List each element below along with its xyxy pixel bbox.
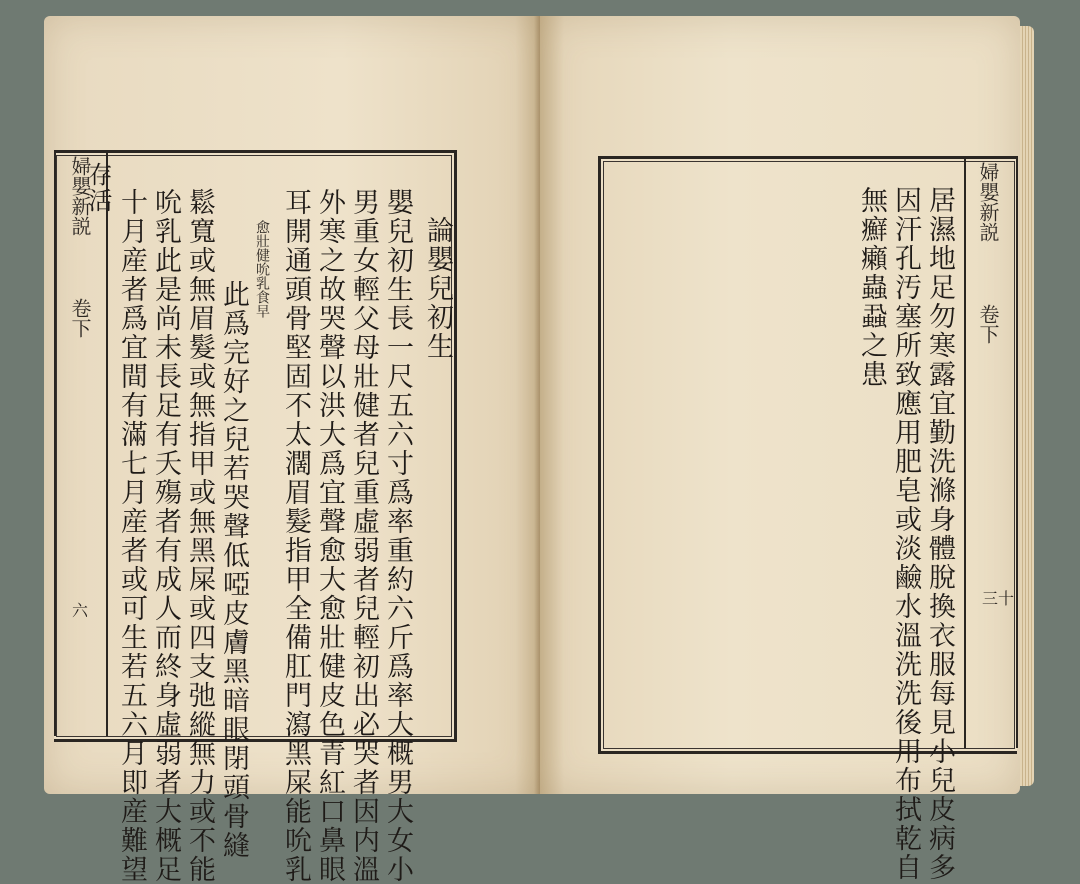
- left-column-6: 鬆寬或無眉髮或無指甲或無黑屎或四支弛縱無力或不能: [184, 188, 215, 884]
- left-folio: 六: [72, 601, 89, 620]
- right-hashira: [964, 156, 1018, 748]
- left-column-4: 耳開通頭骨堅固不太濶眉髮指甲全備肛門瀉黑屎能吮乳: [280, 188, 311, 884]
- left-heading: 論嬰兒初生: [422, 216, 453, 361]
- left-column-3: 外寒之故哭聲以洪大爲宜聲愈大愈壯健皮色青紅口鼻眼: [314, 188, 345, 884]
- right-hashira-title: 婦嬰新説: [976, 162, 1000, 242]
- left-interlinear-note: 愈壯健吮乳食早: [254, 220, 270, 318]
- left-column-9: 存活: [84, 162, 112, 214]
- left-column-1: 嬰兒初生長一尺五六寸爲率重約六斤爲率大概男大女小: [382, 188, 413, 884]
- left-column-8: 十月産者爲宜間有滿七月産者或可生若五六月即産難望: [116, 188, 147, 884]
- right-hashira-volume: 卷下: [976, 304, 1000, 344]
- left-column-7: 吮乳此是尚未長足有夭殤者有成人而終身虛弱者大概足: [150, 188, 181, 884]
- right-page: [540, 16, 1020, 882]
- right-column-1: 居濕地足勿寒露宜勤洗滌身體脫換衣服每見小兒皮病多: [924, 186, 955, 882]
- left-hashira: [54, 150, 108, 736]
- left-column-2: 男重女輕父母壯健者兒重虛弱者兒輕初出必哭者因内溫: [348, 188, 379, 884]
- left-hashira-volume: 卷下: [68, 298, 92, 338]
- left-hashira-title: 婦嬰新説: [68, 156, 92, 236]
- page-edges: [1020, 26, 1034, 786]
- open-book: [44, 16, 1034, 884]
- right-column-3: 無癬癩蟲蝨之患: [856, 186, 887, 389]
- right-column-2: 因汗孔汚塞所致應用肥皂或淡鹼水溫洗洗後用布拭乾自: [890, 186, 921, 882]
- left-page: [44, 16, 540, 884]
- left-column-5: 此爲完好之兒若哭聲低啞皮膚黑暗眼閉頭骨縫: [218, 280, 249, 860]
- right-folio: 三十: [982, 589, 1015, 608]
